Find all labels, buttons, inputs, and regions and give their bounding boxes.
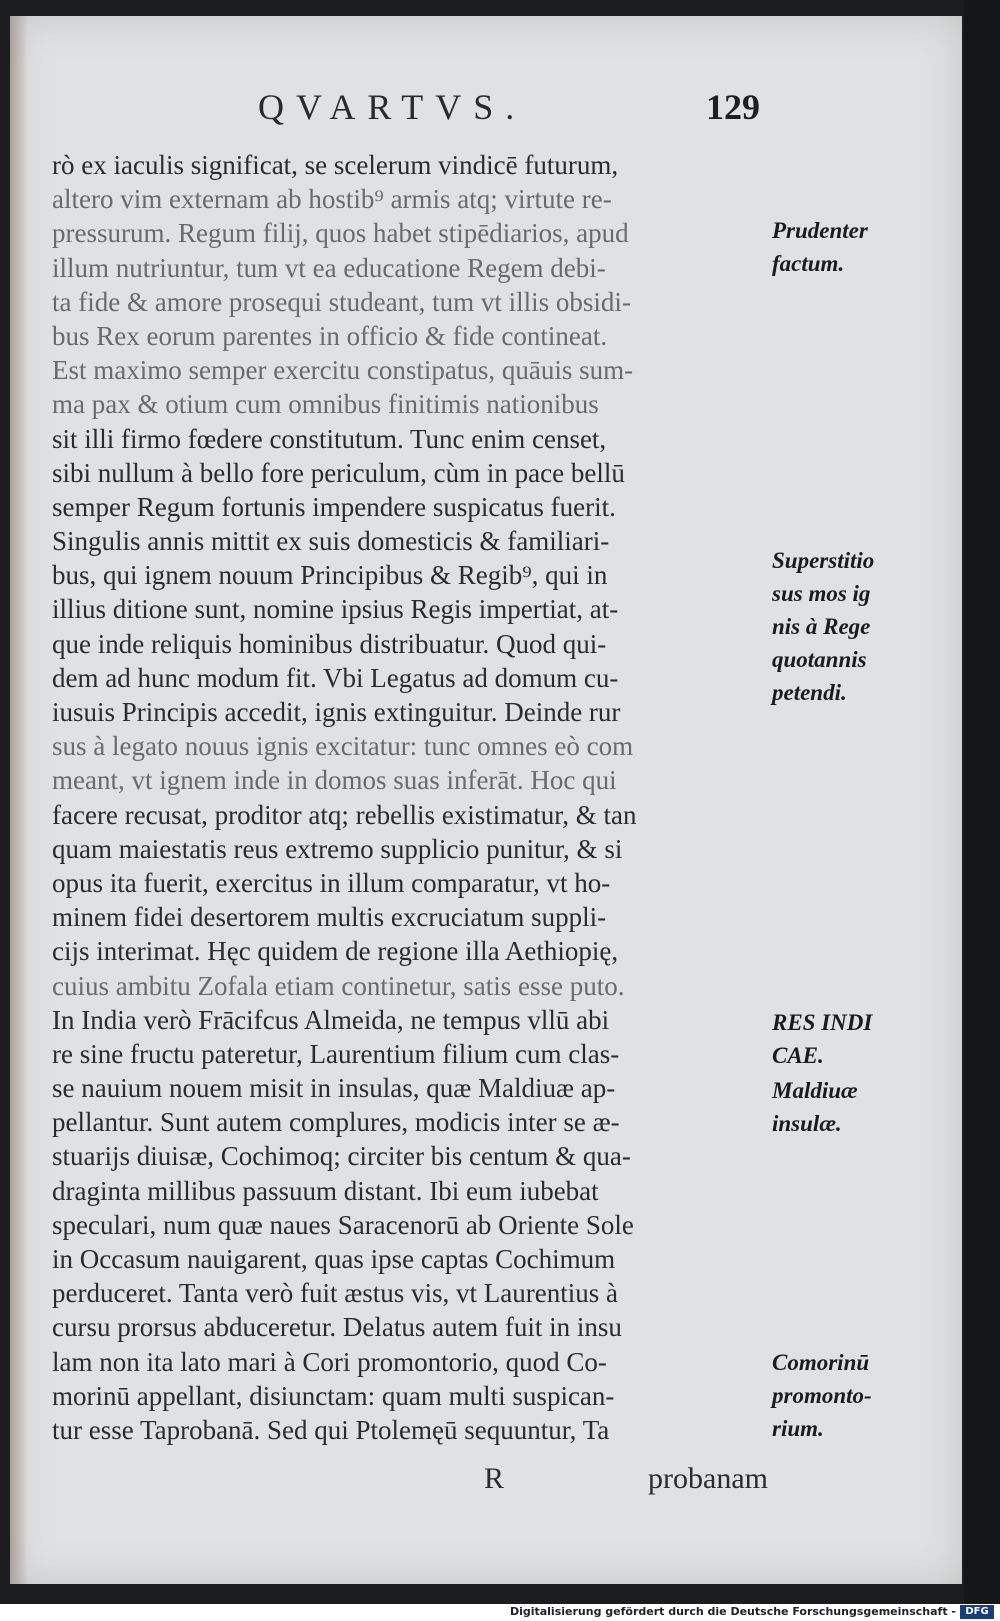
text-line: Singulis annis mittit ex suis domesticis & familiari- xyxy=(52,526,610,557)
text-line: ma pax & otium cum omnibus finitimis nationibus xyxy=(52,389,599,420)
text-line: In India verò Frācifcus Almeida, ne tempus vllū abi xyxy=(52,1004,610,1035)
body-text xyxy=(52,148,768,1447)
text-line: altero vim externam ab hostib⁹ armis atq; virtute re- xyxy=(52,184,612,215)
text-line: sus à legato nouus ignis excitatur: tunc omnes eò com xyxy=(52,731,634,762)
marginal-note: Superstitio sus mos ig nis à Rege quotannis petendi. xyxy=(772,548,875,705)
text-line: dem ad hunc modum fit. Vbi Legatus ad domum cu- xyxy=(52,662,619,693)
text-line: bus, qui ignem nouum Principibus & Regib⁹, qui in xyxy=(52,560,608,591)
text-line: minem fidei desertorem multis excruciatum suppli- xyxy=(52,902,607,933)
digitization-footer xyxy=(0,1604,1000,1621)
text-line: semper Regum fortunis impendere suspicatus fuerit. xyxy=(52,491,616,522)
catchword: probanam xyxy=(648,1462,768,1495)
text-line: lam non ita lato mari à Cori promontorio, quod Co- xyxy=(52,1346,607,1377)
page-footer xyxy=(52,1462,768,1502)
book-page xyxy=(10,16,962,1584)
text-line: in Occasum nauigarent, quas ipse captas Cochimum xyxy=(52,1244,616,1274)
text-line: stuarijs diuisæ, Cochimoq; circiter bis centum & qua- xyxy=(52,1141,631,1172)
text-line: cijs interimat. Hęc quidem de regione illa Aethiopię, xyxy=(52,936,619,967)
dfg-logo-icon: DFG xyxy=(960,1605,994,1619)
text-line: sit illi firmo fœdere constitutum. Tunc enim censet, xyxy=(52,423,607,454)
text-line: draginta millibus passuum distant. Ibi eum iubebat xyxy=(52,1175,599,1206)
text-line: quam maiestatis reus extremo supplicio punitur, & si xyxy=(52,833,623,864)
funding-credit: Digitalisierung gefördert durch die Deutsche Forschungsgemeinschaft - xyxy=(509,1605,956,1618)
text-line: cursu prorsus abduceretur. Delatus autem fuit in insu xyxy=(52,1312,622,1343)
signature-mark: R xyxy=(484,1462,505,1495)
text-line: illum nutriuntur, tum vt ea educatione Regem debi- xyxy=(52,252,606,283)
page-number: 129 xyxy=(706,87,760,127)
text-line: sibi nullum à bello fore periculum, cùm in pace bellū xyxy=(52,457,625,488)
text-line: opus ita fuerit, exercitus in illum comparatur, vt ho- xyxy=(52,867,611,898)
running-head: QVARTVS. xyxy=(258,87,527,127)
text-line: que inde reliquis hominibus distribuatur. Quod qui- xyxy=(52,628,607,659)
marginal-note: Prudenter factum. xyxy=(772,218,868,276)
text-line: iusuis Principis accedit, ignis extinguitur. Deinde rur xyxy=(52,697,621,727)
text-line: tur esse Taprobanā. Sed qui Ptolemęū sequuntur, Ta xyxy=(52,1414,610,1445)
text-line: rò ex iaculis significat, se scelerum vindicē futurum, xyxy=(52,150,619,180)
text-line: pellantur. Sunt autem complures, modicis inter se æ- xyxy=(52,1107,620,1138)
text-line: perduceret. Tanta verò fuit æstus vis, vt Laurentius à xyxy=(52,1278,618,1309)
text-line: morinū appellant, disiunctam: quam multi suspican- xyxy=(52,1380,615,1411)
text-line: cuius ambitu Zofala etiam continetur, satis esse puto. xyxy=(52,970,625,1001)
text-line: facere recusat, proditor atq; rebellis existimatur, & tan xyxy=(52,799,637,830)
marginal-note: Maldiuæ insulæ. xyxy=(772,1078,858,1136)
text-line: pressurum. Regum filij, quos habet stipēdiarios, apud xyxy=(52,218,629,249)
text-line: bus Rex eorum parentes in officio & fide contineat. xyxy=(52,320,608,351)
marginal-note: RES INDI CAE. xyxy=(772,1010,873,1068)
text-line: meant, vt ignem inde in domos suas inferāt. Hoc qui xyxy=(52,765,617,796)
text-line: speculari, num quæ naues Saracenorū ab Oriente Sole xyxy=(52,1209,634,1240)
text-line: re sine fructu pateretur, Laurentium filium cum clas- xyxy=(52,1038,620,1069)
marginal-note: Comorinū promonto- rium. xyxy=(772,1350,872,1441)
text-line: ta fide & amore prosequi studeant, tum vt illis obsidi- xyxy=(52,286,631,317)
text-line: se nauium nouem misit in insulas, quæ Maldiuæ ap- xyxy=(52,1073,616,1104)
text-line: illius ditione sunt, nomine ipsius Regis impertiat, at- xyxy=(52,594,619,625)
marginal-notes xyxy=(772,16,972,1584)
text-line: Est maximo semper exercitu constipatus, quāuis sum- xyxy=(52,355,634,386)
